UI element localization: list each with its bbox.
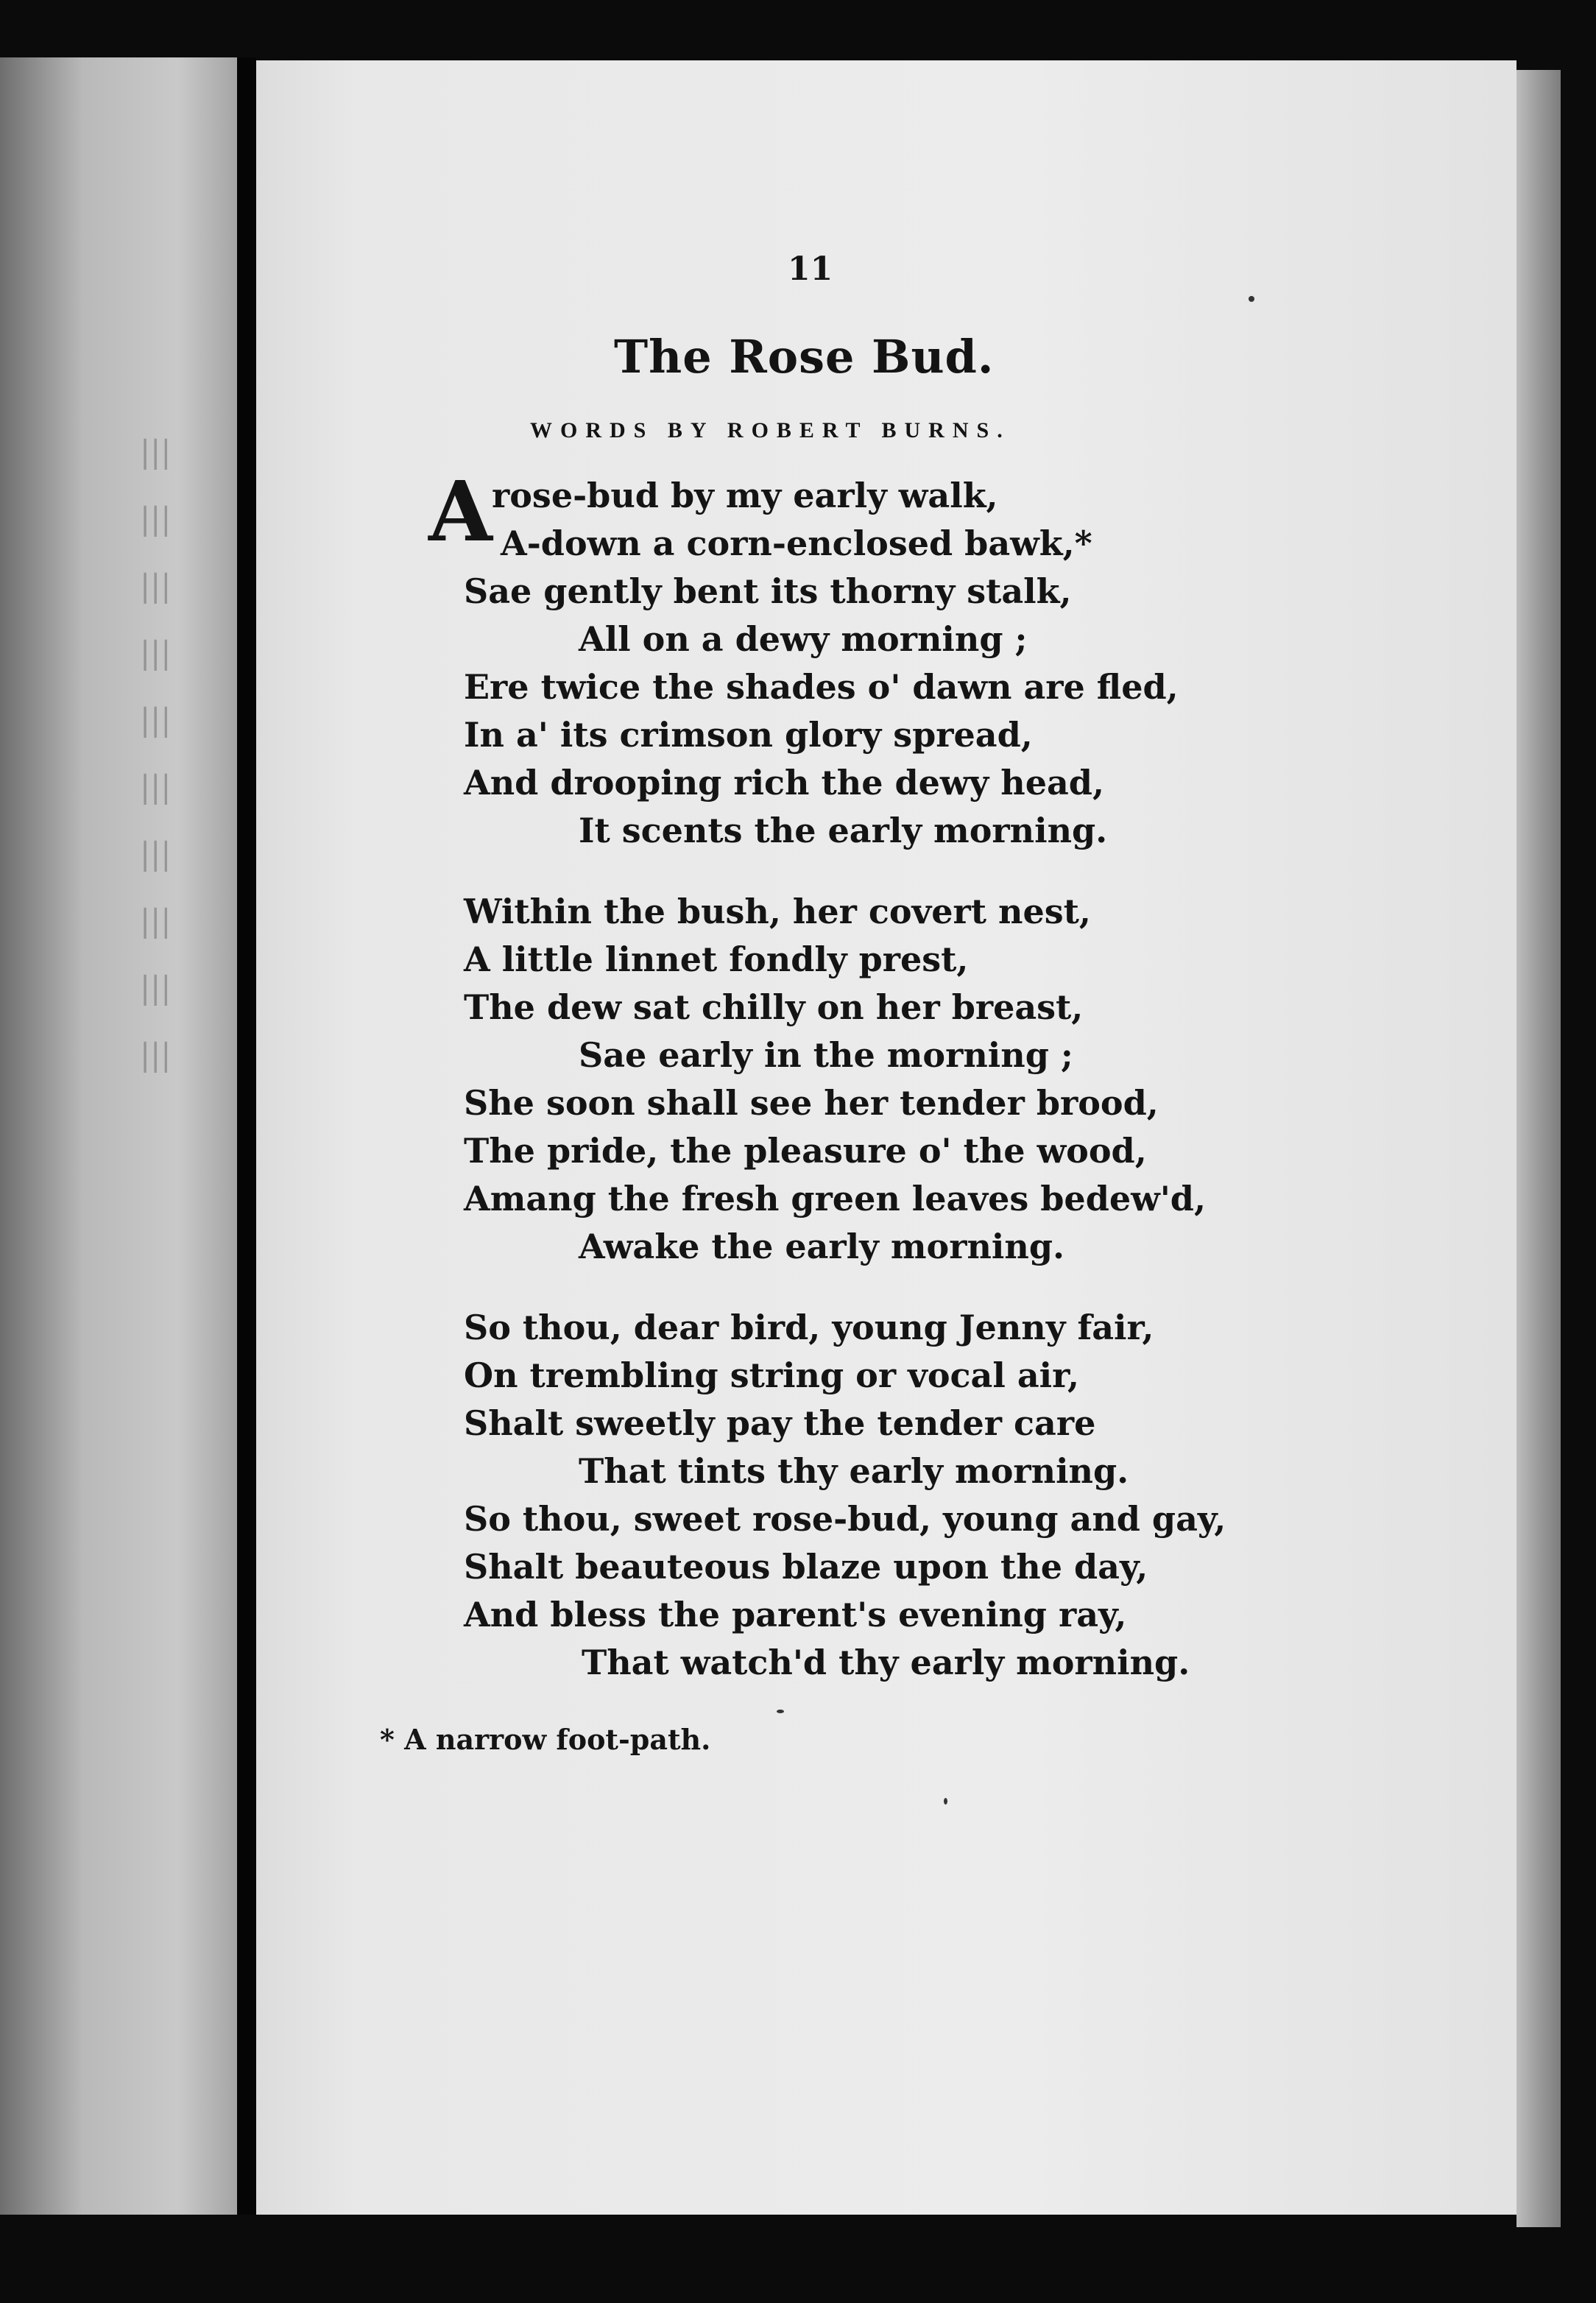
- poem-line: Amang the fresh green leaves bedew'd,: [464, 1179, 1206, 1218]
- drop-cap: A: [428, 464, 492, 560]
- poem-line: Sae early in the morning ;: [579, 1035, 1073, 1075]
- poem-line: Shalt beauteous blaze upon the day,: [464, 1547, 1148, 1587]
- book-gutter: [237, 57, 256, 2215]
- page-number: 11: [788, 250, 833, 288]
- poem-line: The dew sat chilly on her breast,: [464, 987, 1084, 1027]
- poem-line: So thou, sweet rose-bud, young and gay,: [464, 1499, 1226, 1539]
- poem-line: Within the bush, her covert nest,: [464, 892, 1091, 931]
- facing-page: [0, 57, 237, 2215]
- speck: [777, 1710, 784, 1713]
- poem-line: It scents the early morning.: [579, 811, 1108, 850]
- poem-line: Shalt sweetly pay the tender care: [464, 1403, 1096, 1443]
- poem-line: And bless the parent's evening ray,: [464, 1595, 1127, 1634]
- poem-line: A-down a corn-enclosed bawk,*: [501, 523, 1092, 563]
- poem-line: In a' its crimson glory spread,: [464, 715, 1033, 755]
- page-edge: [1516, 70, 1561, 2227]
- poem-line: Sae gently bent its thorny stalk,: [464, 571, 1072, 611]
- poem-line: So thou, dear bird, young Jenny fair,: [464, 1308, 1154, 1347]
- poem-line: On trembling string or vocal air,: [464, 1355, 1079, 1395]
- poem-line: All on a dewy morning ;: [579, 619, 1028, 659]
- poem-line: The pride, the pleasure o' the wood,: [464, 1131, 1147, 1171]
- poem-line: And drooping rich the dewy head,: [464, 763, 1104, 803]
- speck: [944, 1798, 947, 1805]
- speck: [1249, 296, 1254, 302]
- facing-page-bleed: ||| ||| ||| ||| ||| ||| ||| ||| ||| |||: [140, 434, 172, 1073]
- page-title: The Rose Bud.: [614, 330, 995, 384]
- byline: WORDS BY ROBERT BURNS.: [530, 418, 1011, 442]
- poem-line: She soon shall see her tender brood,: [464, 1083, 1159, 1123]
- poem-line: rose-bud by my early walk,: [492, 476, 998, 515]
- footnote: * A narrow foot-path.: [380, 1723, 711, 1756]
- poem-line: A little linnet fondly prest,: [464, 939, 969, 979]
- poem-line: Awake the early morning.: [579, 1227, 1065, 1266]
- poem-line: That tints thy early morning.: [579, 1451, 1129, 1491]
- poem-line: Ere twice the shades o' dawn are fled,: [464, 667, 1179, 707]
- poem-line: That watch'd thy early morning.: [582, 1643, 1190, 1682]
